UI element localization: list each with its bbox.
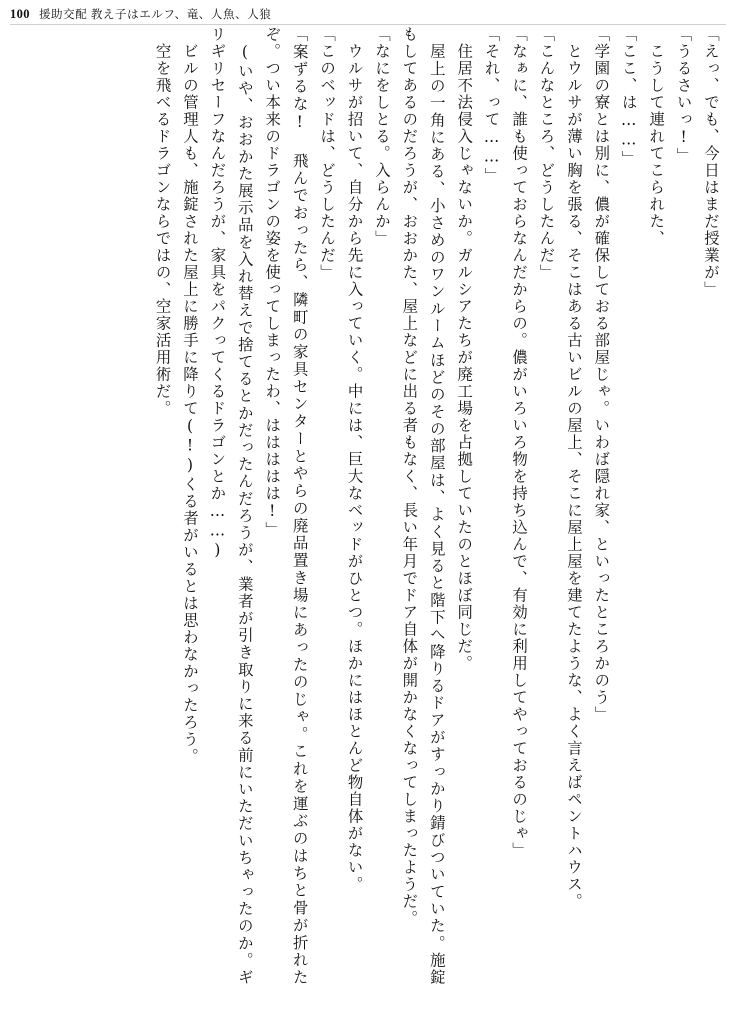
paragraph: 「なぁに、誰も使っておらなんだからの。儂がいろいろ物を持ち込んで、有効に利用してやっておるのじゃ」 (510, 26, 529, 859)
paragraph: ビルの管理人も、施錠された屋上に勝手に降りて(!)くる者がいるとは思わなかったろう。 (180, 26, 199, 765)
paragraph: ウルサが招いて、自分から先に入っていく。中には、巨大なベッドがひとつ。ほかにはほとんど物自体がない。 (345, 26, 364, 893)
paragraph: 「それ、って……」 (482, 26, 501, 185)
paragraph: 「うるさいっ!」 (674, 26, 693, 165)
paragraph: 住居不法侵入じゃないか。ガルシアたちが廃工場を占拠していたのとほぼ同じだ。 (455, 26, 474, 672)
paragraph: こうして連れてこられた、 (647, 26, 666, 247)
running-head (10, 6, 271, 22)
paragraph: 「学園の寮とは別に、儂が確保しておる部屋じゃ。いわば隠れ家、といったところかのう」 (592, 26, 611, 723)
paragraph: 屋上の一角にある、小さめのワンルームほどのその部屋は、よく見ると階下へ降りるドアがすっかり錆びついていた。施錠もしてあるのだろうが、おおかた、屋上などに出る者もなく、長い年月でドア自体が開かなくなってしまったようだ。 (400, 26, 446, 986)
paragraph: (いや、おおかた展示品を入れ替えで捨てるとかだったんだろうが、業者が引き取りに来る前にいただいちゃったのか。ギリギリセーフなんだろうが、家具をパクってくるドラゴンとか……) (208, 26, 254, 986)
paragraph: 「このベッドは、どうしたんだ」 (318, 26, 337, 281)
paragraph: 「なにをしとる。入らんか」 (372, 26, 391, 247)
running-title: 援助交配 教え子はエルフ、竜、人魚、人狼 (38, 9, 272, 21)
paragraph: 「こんなところ、どうしたんだ」 (537, 26, 556, 281)
body-text (12, 26, 724, 986)
page-number: 100 (10, 7, 30, 21)
paragraph: 「案ずるな! 飛んでおったら、隣町の家具センターとやらの廃品置き場にあったのじゃ。これを運ぶのはちと骨が折れたぞ。つい本来のドラゴンの姿を使ってしまったわ、ははははは!」 (263, 26, 309, 986)
paragraph: とウルサが薄い胸を張る、そこはある古いビルの屋上、そこに屋上屋を建てたような、よく言えばペントハウス。 (564, 26, 583, 910)
paragraph: 「えっ、でも、今日はまだ授業が」 (702, 26, 720, 298)
header-rule (10, 24, 726, 25)
paragraph: 空を飛べるドラゴンならではの、空家活用術だ。 (153, 26, 172, 417)
paragraph: 「ここ、は……」 (619, 26, 638, 168)
